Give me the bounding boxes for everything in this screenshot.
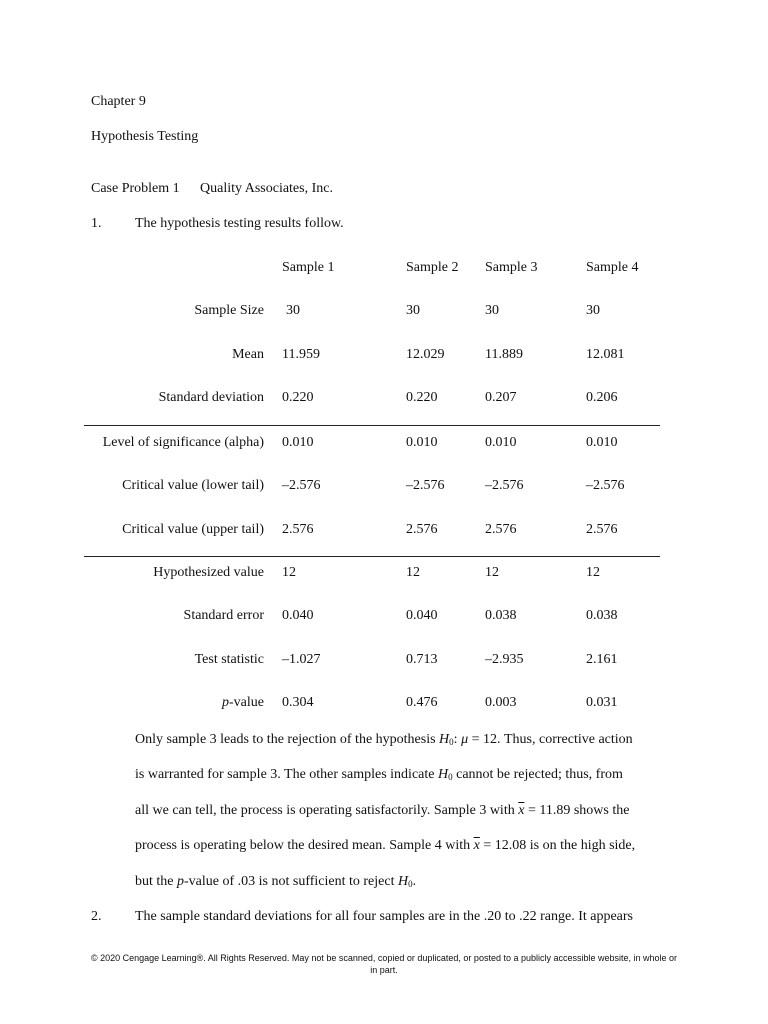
table-cell: 11.959 [282,347,320,362]
item-2-text: The sample standard deviations for all four samples are in the .20 to .22 range. It appears [135,909,634,924]
table-cell: 30 [406,303,420,318]
table-cell: 0.220 [406,390,438,405]
table-cell: 2.161 [586,652,618,667]
table-cell: 12.029 [406,347,445,362]
table-cell: 11.889 [485,347,523,362]
table-cell: 0.003 [485,695,517,710]
table-cell: 0.010 [406,435,438,450]
table-cell: 0.038 [586,608,618,623]
table-cell: 30 [485,303,499,318]
chapter-title: Hypothesis Testing [91,129,199,144]
table-cell: 2.576 [586,522,618,537]
x-bar-symbol: $\overline{x}$ [473,838,480,853]
table-cell: 0.207 [485,390,517,405]
table-cell: 12 [406,565,420,580]
item-2-number: 2. [91,909,102,924]
table-cell: 12 [282,565,296,580]
table-cell: –1.027 [282,652,321,667]
p-italic: p [222,695,230,710]
table-cell: 2.576 [406,522,438,537]
table-cell: –2.576 [485,478,524,493]
row-label: Standard deviation [158,390,264,405]
footer-line: in part. [370,965,398,975]
table-cell: 30 [586,303,600,318]
p-value-suffix: -value [229,695,264,710]
paragraph-line: but the p-value of .03 is not sufficient to reject $H_0$. [135,874,417,889]
table-cell: 2.576 [485,522,517,537]
row-label: Test statistic [194,652,264,667]
table-cell: 0.206 [586,390,618,405]
row-label: Level of significance (alpha) [102,435,264,450]
chapter-heading: Chapter 9 [91,94,146,109]
table-cell: 0.476 [406,695,438,710]
row-label: Critical value (lower tail) [122,478,264,493]
row-label: Critical value (upper tail) [122,522,264,537]
paragraph-line: is warranted for sample 3. The other samples indicate $H_0$ cannot be rejected; thus, from [135,767,623,782]
table-cell: 2.576 [282,522,314,537]
paragraph-line: all we can tell, the process is operating satisfactorily. Sample 3 with $\overline{x} = 11.89$ shows the [135,803,630,818]
footer-line: © 2020 Cengage Learning®. All Rights Reserved. May not be scanned, copied or duplicated, or posted to a publicly accessible website, in whole or [90,953,678,963]
table-cell: 0.713 [406,652,438,667]
table-cell: –2.576 [406,478,445,493]
row-label: Sample Size [194,303,264,318]
table-cell: 0.031 [586,695,618,710]
x-bar-symbol: $\overline{x}$ [518,803,525,818]
table-divider [84,556,660,557]
table-cell: 0.010 [586,435,618,450]
table-cell: 0.010 [485,435,517,450]
table-cell: 12.081 [586,347,625,362]
table-cell: –2.576 [282,478,321,493]
table-cell: 12 [485,565,499,580]
row-label: Mean [232,347,264,362]
table-cell: –2.576 [586,478,625,493]
table-divider [84,425,660,426]
item-1-text: The hypothesis testing results follow. [135,216,344,231]
table-cell: 0.304 [282,695,314,710]
column-header: Sample 4 [586,260,639,275]
paragraph-line: Only sample 3 leads to the rejection of the hypothesis $H_0$: μ = 12. Thus, corrective action [135,732,633,747]
item-1-number: 1. [91,216,102,231]
table-cell: 0.220 [282,390,314,405]
column-header: Sample 2 [406,260,459,275]
copyright-footer [84,952,684,976]
paragraph-line: process is operating below the desired mean. Sample 4 with $\overline{x} = 12.08$ is on the high side, [135,838,636,853]
table-cell: 0.038 [485,608,517,623]
case-title: Quality Associates, Inc. [200,181,333,196]
row-label: Standard error [183,608,264,623]
table-cell: –2.935 [485,652,524,667]
row-label: Hypothesized value [153,565,264,580]
column-header: Sample 3 [485,260,538,275]
column-header: Sample 1 [282,260,335,275]
table-cell: 0.010 [282,435,314,450]
table-cell: 30 [286,303,300,318]
table-cell: 0.040 [406,608,438,623]
table-cell: 12 [586,565,600,580]
table-cell: 0.040 [282,608,314,623]
row-label [222,694,264,712]
case-label: Case Problem 1 [91,181,180,196]
